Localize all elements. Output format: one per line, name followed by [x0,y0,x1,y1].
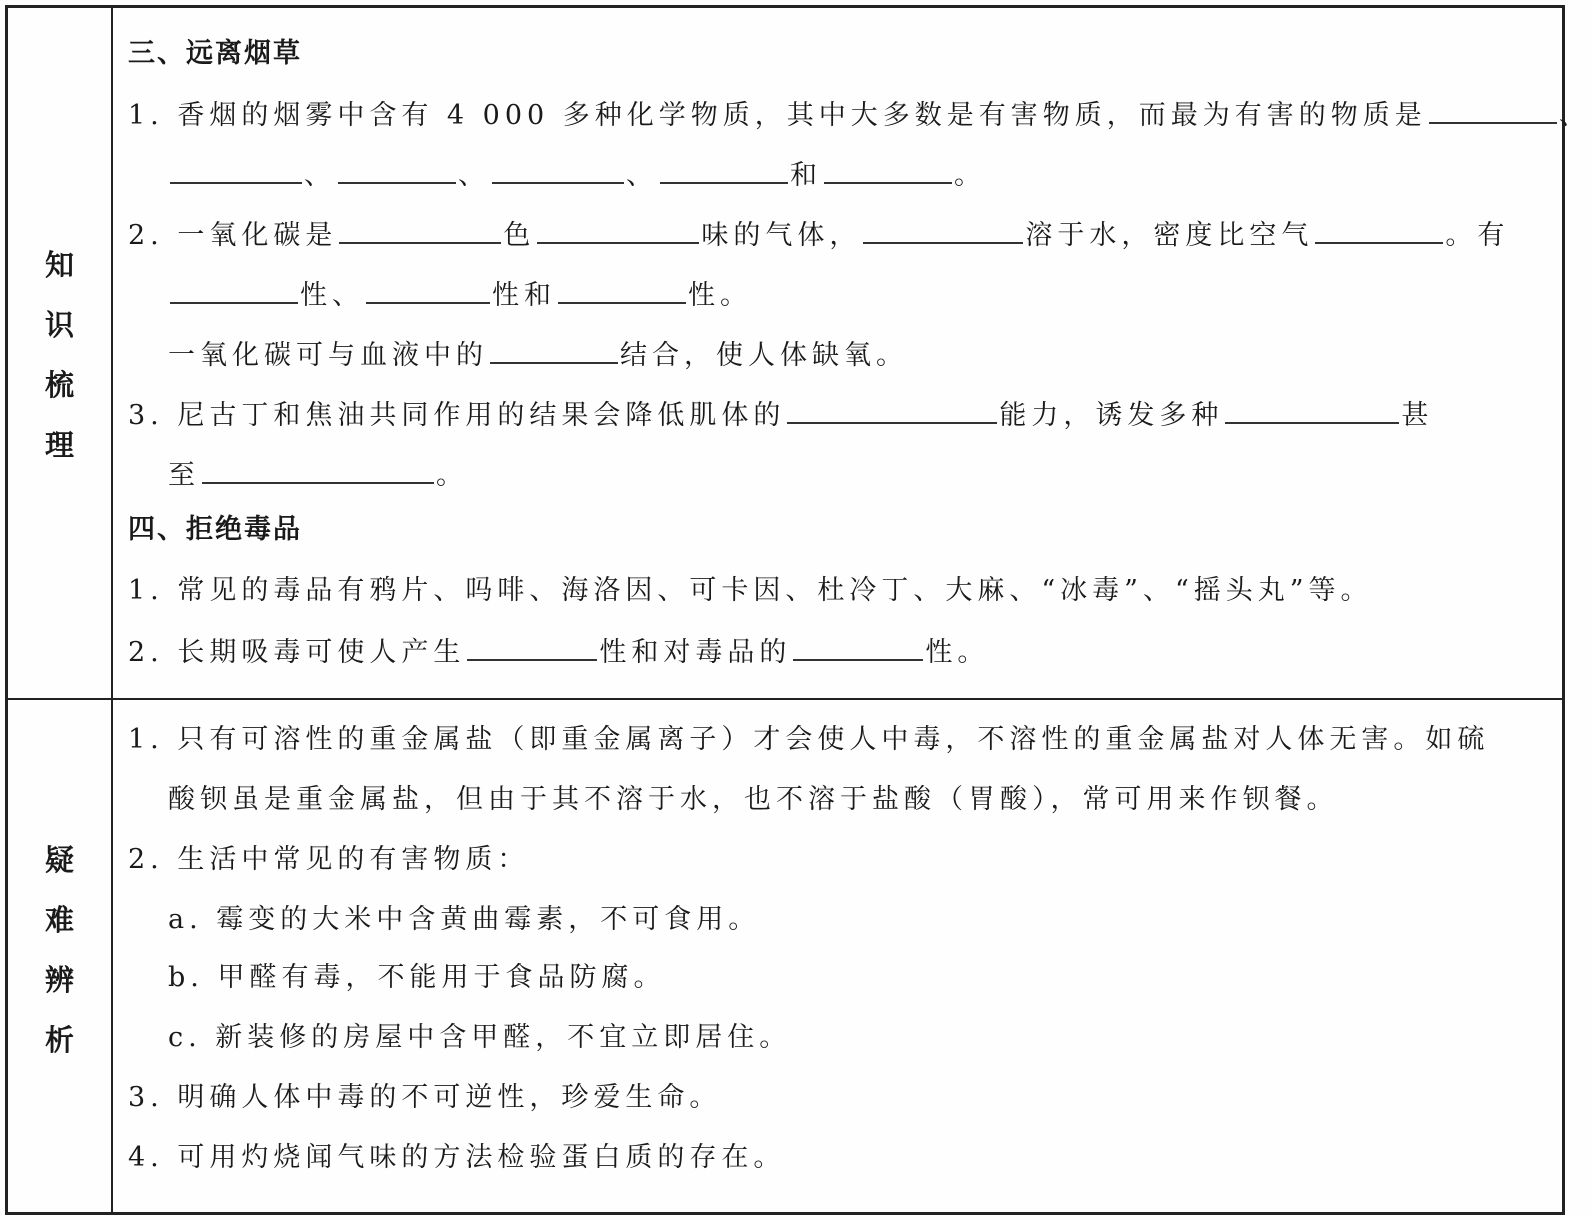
fill-blank[interactable] [492,154,624,184]
q2-line3 [168,334,908,376]
q2-color: 色 [503,220,536,251]
p2a-line: a. 霉变的大米中含黄曲霉素，不可食用。 [168,904,761,935]
fill-blank[interactable] [338,154,456,184]
fill-blank[interactable] [170,274,298,304]
label-char: 知 [44,248,74,282]
q2-xing: 性、 [300,280,364,311]
p1-line2: 酸钡虽是重金属盐，但由于其不溶于水，也不溶于盐酸（胃酸），常可用来作钡餐。 [168,784,1339,815]
q1-line1 [128,94,1591,136]
label-char: 识 [44,308,74,342]
period: 。 [954,160,986,191]
d2-text: 2. 长期吸毒可使人产生 [128,637,466,668]
q2-text: 2. 一氧化碳是 [128,220,338,251]
q1-and: 和 [790,160,822,191]
fill-blank[interactable] [558,274,686,304]
q2-smell: 味的气体， [701,220,862,251]
d2-text-end: 性。 [925,637,990,668]
q2-line2 [168,274,752,316]
q2-dissolve: 溶于水，密度比空气 [1025,220,1314,251]
separator: 、 [626,160,658,191]
q2-xing-he: 性和 [492,280,556,311]
d2-text-mid: 性和对毒品的 [599,637,792,668]
fill-blank[interactable] [863,214,1023,244]
fill-blank[interactable] [1225,394,1399,424]
label-char: 疑 [44,843,74,877]
section-label-knowledge [8,235,111,475]
fill-blank[interactable] [787,394,997,424]
q2-xing-end: 性。 [688,280,752,311]
label-char: 难 [44,903,74,937]
p2c-line: c. 新装修的房屋中含甲醛，不宜立即居住。 [168,1022,792,1053]
fill-blank[interactable] [537,214,699,244]
q3-text: 3. 尼古丁和焦油共同作用的结果会降低肌体的 [128,400,786,431]
fill-blank[interactable] [339,214,501,244]
q3-line2 [168,454,468,496]
q1-line2 [168,154,986,196]
p3-line: 3. 明确人体中毒的不可逆性，珍爱生命。 [128,1082,722,1113]
separator: 、 [458,160,490,191]
d2-line [128,631,989,673]
row-divider [8,698,1562,700]
q2-line1 [128,214,1509,256]
fill-blank[interactable] [660,154,788,184]
worksheet-table [5,5,1591,1215]
separator: 、 [1558,100,1591,131]
column-divider [111,8,113,1212]
fill-blank[interactable] [793,631,923,661]
heading-drugs: 四、拒绝毒品 [128,514,302,545]
fill-blank[interactable] [490,334,618,364]
fill-blank[interactable] [170,154,302,184]
fill-blank[interactable] [202,454,434,484]
q3-zhi: 至 [168,460,200,491]
q2-blood-text: 一氧化碳可与血液中的 [168,340,488,371]
fill-blank[interactable] [1429,94,1557,124]
label-char: 梳 [44,368,74,402]
fill-blank[interactable] [1315,214,1443,244]
fill-blank[interactable] [824,154,952,184]
q3-line1 [128,394,1433,436]
p1-line1: 1. 只有可溶性的重金属盐（即重金属离子）才会使人中毒，不溶性的重金属盐对人体无害。如硫 [128,724,1490,755]
q2-you: 。有 [1445,220,1510,251]
q3-text-mid: 能力，诱发多种 [999,400,1224,431]
q3-text-end: 甚 [1401,400,1434,431]
label-char: 理 [44,428,74,462]
d1-line: 1. 常见的毒品有鸦片、吗啡、海洛因、可卡因、杜冷丁、大麻、“冰毒”、“摇头丸”等。 [128,575,1373,606]
fill-blank[interactable] [467,631,597,661]
q2-blood-text-end: 结合，使人体缺氧。 [620,340,908,371]
separator: 、 [304,160,336,191]
section-label-difficulties [8,830,111,1070]
fill-blank[interactable] [366,274,490,304]
p2-line: 2. 生活中常见的有害物质： [128,844,530,875]
p2b-line: b. 甲醛有毒，不能用于食品防腐。 [168,962,666,993]
label-char: 辨 [44,963,74,997]
p4-line: 4. 可用灼烧闻气味的方法检验蛋白质的存在。 [128,1142,786,1173]
q1-text: 1. 香烟的烟雾中含有 4 000 多种化学物质，其中大多数是有害物质，而最为有害的物质是 [128,100,1427,131]
label-char: 析 [44,1023,74,1057]
period: 。 [436,460,468,491]
heading-tobacco: 三、远离烟草 [128,38,302,69]
